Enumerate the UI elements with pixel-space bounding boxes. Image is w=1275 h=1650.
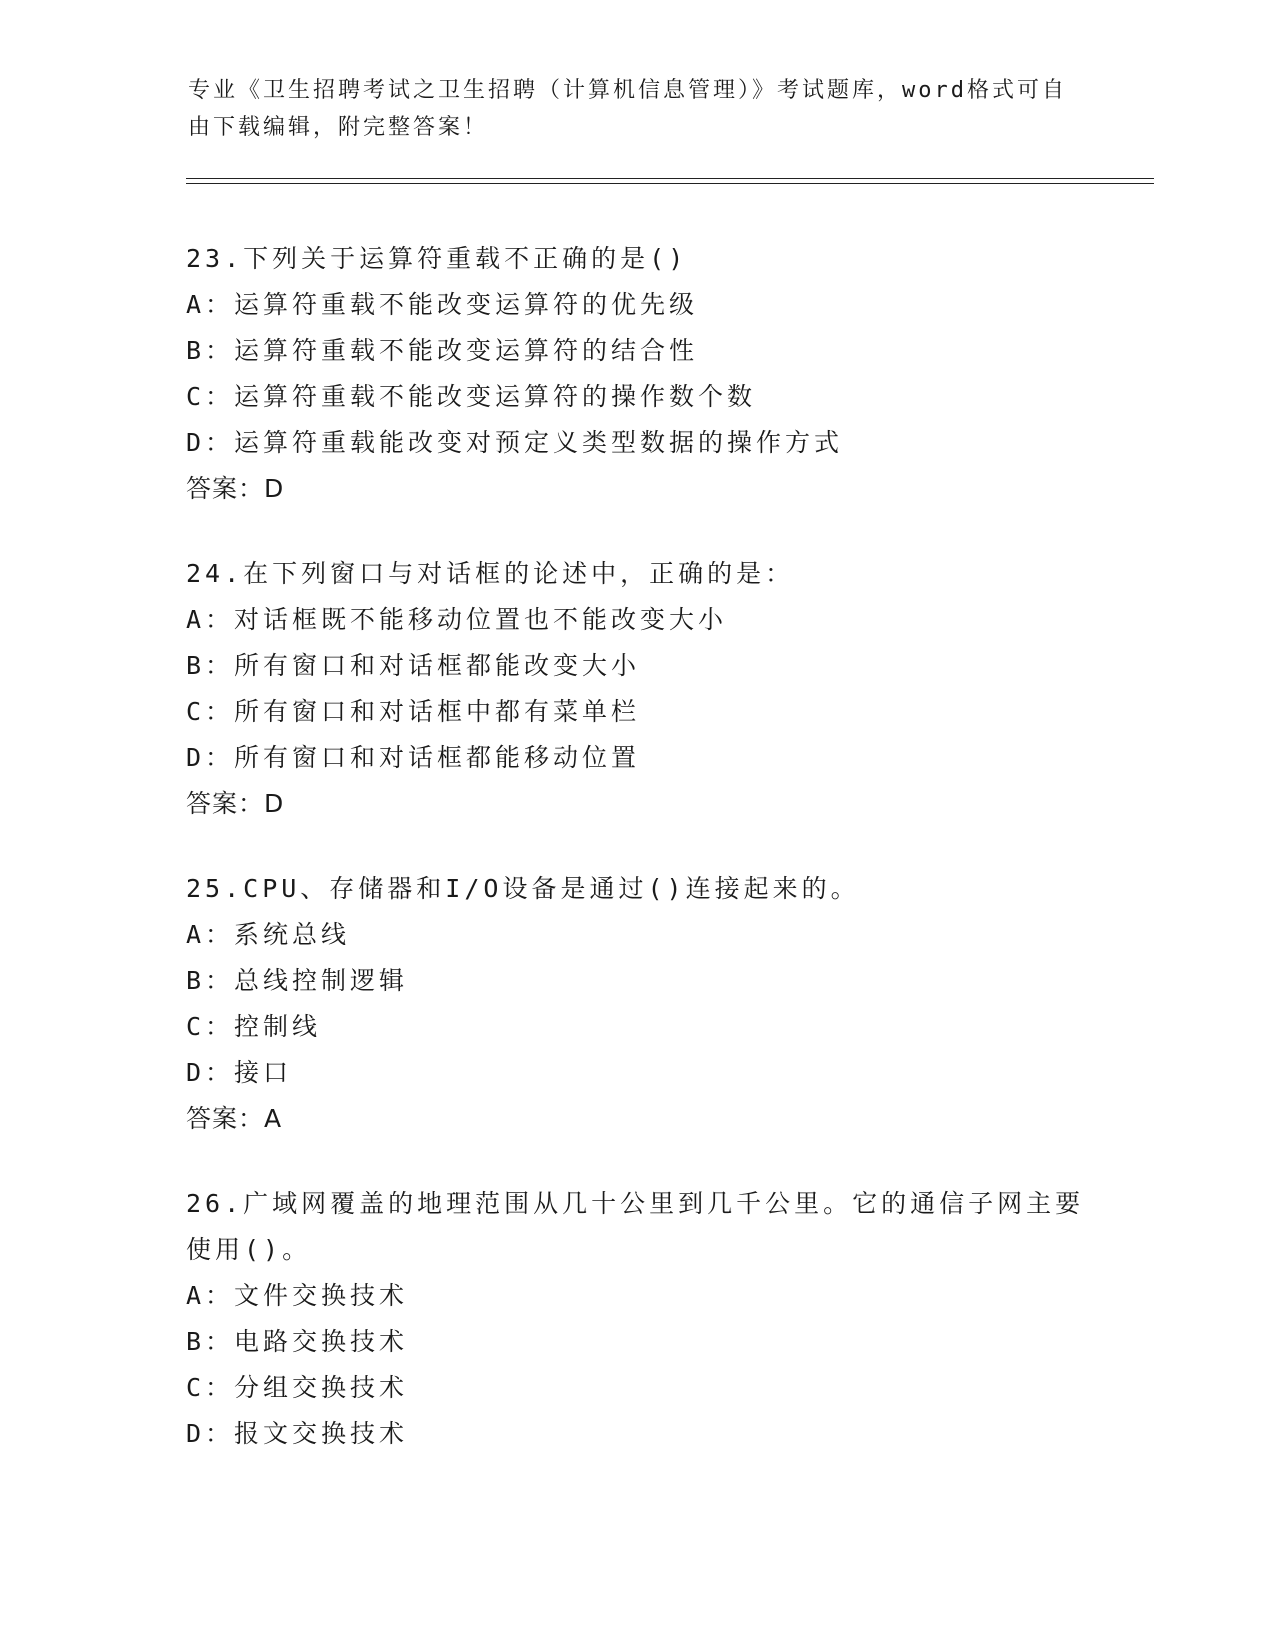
- question-25: [186, 866, 1086, 1142]
- option-d: D：报文交换技术: [186, 1419, 409, 1448]
- answer-label: 答案：D: [186, 789, 285, 818]
- option-d: D：运算符重载能改变对预定义类型数据的操作方式: [186, 428, 844, 457]
- header-divider-top: [186, 178, 1154, 179]
- question-stem: 25.CPU、存储器和I/O设备是通过()连接起来的。: [186, 874, 860, 903]
- option-d: D：所有窗口和对话框都能移动位置: [186, 743, 641, 772]
- option-b: B：运算符重载不能改变运算符的结合性: [186, 336, 699, 365]
- option-a: A：运算符重载不能改变运算符的优先级: [186, 290, 699, 319]
- option-c: C：分组交换技术: [186, 1373, 409, 1402]
- question-23: [186, 236, 1086, 512]
- option-b: B：电路交换技术: [186, 1327, 409, 1356]
- question-26: [186, 1181, 1086, 1457]
- header-line-2: 由下载编辑，附完整答案！: [188, 115, 489, 140]
- option-a: A：系统总线: [186, 920, 351, 949]
- header-line-1: 专业《卫生招聘考试之卫生招聘（计算机信息管理）》考试题库，word格式可自: [188, 78, 1067, 103]
- answer-label: 答案：A: [186, 1104, 283, 1133]
- question-stem: 24.在下列窗口与对话框的论述中，正确的是：: [186, 559, 795, 588]
- question-list: [186, 236, 1086, 1496]
- answer-label: 答案：D: [186, 474, 285, 503]
- option-c: C：控制线: [186, 1012, 322, 1041]
- option-b: B：所有窗口和对话框都能改变大小: [186, 651, 641, 680]
- option-a: A：对话框既不能移动位置也不能改变大小: [186, 605, 728, 634]
- option-a: A：文件交换技术: [186, 1281, 409, 1310]
- option-c: C：运算符重载不能改变运算符的操作数个数: [186, 382, 757, 411]
- option-c: C：所有窗口和对话框中都有菜单栏: [186, 697, 641, 726]
- question-24: [186, 551, 1086, 827]
- document-header: [188, 72, 1088, 146]
- option-b: B：总线控制逻辑: [186, 966, 409, 995]
- option-d: D：接口: [186, 1058, 293, 1087]
- question-stem: 26.广域网覆盖的地理范围从几十公里到几千公里。它的通信子网主要使用()。: [186, 1189, 1085, 1264]
- question-stem: 23.下列关于运算符重载不正确的是(): [186, 244, 688, 273]
- header-divider-bottom: [186, 183, 1154, 184]
